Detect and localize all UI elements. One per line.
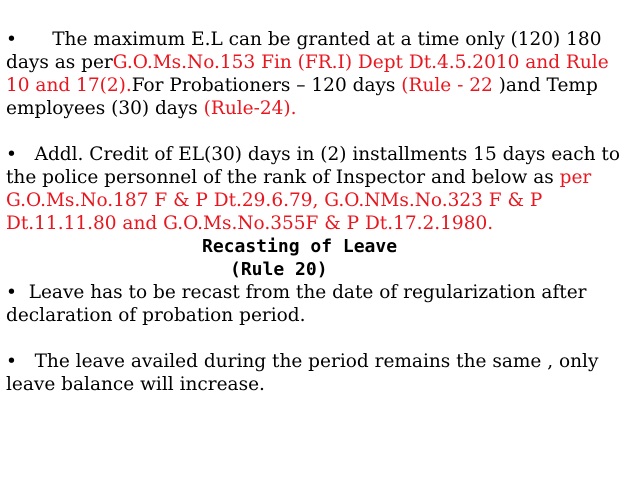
probationers-text: For Probationers – 120 days (131, 75, 402, 96)
section-subheading: (Rule 20) (230, 259, 328, 280)
max-el-text: The maximum E.L can be granted at a time only (120) 180 days as per (6, 29, 602, 73)
bullet: • (6, 29, 17, 50)
bullet: • (6, 282, 17, 303)
paragraph-max-el (6, 28, 634, 120)
rule-22-reference: (Rule - 22 (401, 75, 499, 96)
rule-24-reference: (Rule-24). (203, 98, 297, 119)
recast-text: Leave has to be recast from the date of regularization after declaration of probation period. (6, 282, 587, 326)
bullet: • (6, 144, 17, 165)
go-references: per G.O.Ms.No.187 F & P Dt.29.6.79, G.O.NMs.No.323 F & P Dt.11.11.80 and G.O.Ms.No.355F & P Dt.17.2.1980. (6, 167, 592, 234)
paragraph-leave-balance (6, 350, 634, 396)
paragraph-addl-credit (6, 143, 634, 235)
spacer (6, 120, 634, 143)
temp-employees-text: )and Temp employees (30) days (6, 75, 598, 119)
go-reference: G.O.Ms.No.153 Fin (FR.I) Dept Dt.4.5.2010 and Rule 10 and 17(2). (6, 52, 609, 96)
paragraph-recast (6, 281, 634, 327)
leave-balance-text: The leave availed during the period remains the same , only leave balance will increase. (6, 351, 599, 395)
spacer (6, 327, 634, 350)
slide-content (6, 28, 634, 396)
section-heading: Recasting of Leave (202, 236, 398, 257)
bullet: • (6, 351, 17, 372)
addl-credit-text: Addl. Credit of EL(30) days in (2) installments 15 days each to the police personnel of the rank of Inspector and below as (6, 144, 620, 188)
